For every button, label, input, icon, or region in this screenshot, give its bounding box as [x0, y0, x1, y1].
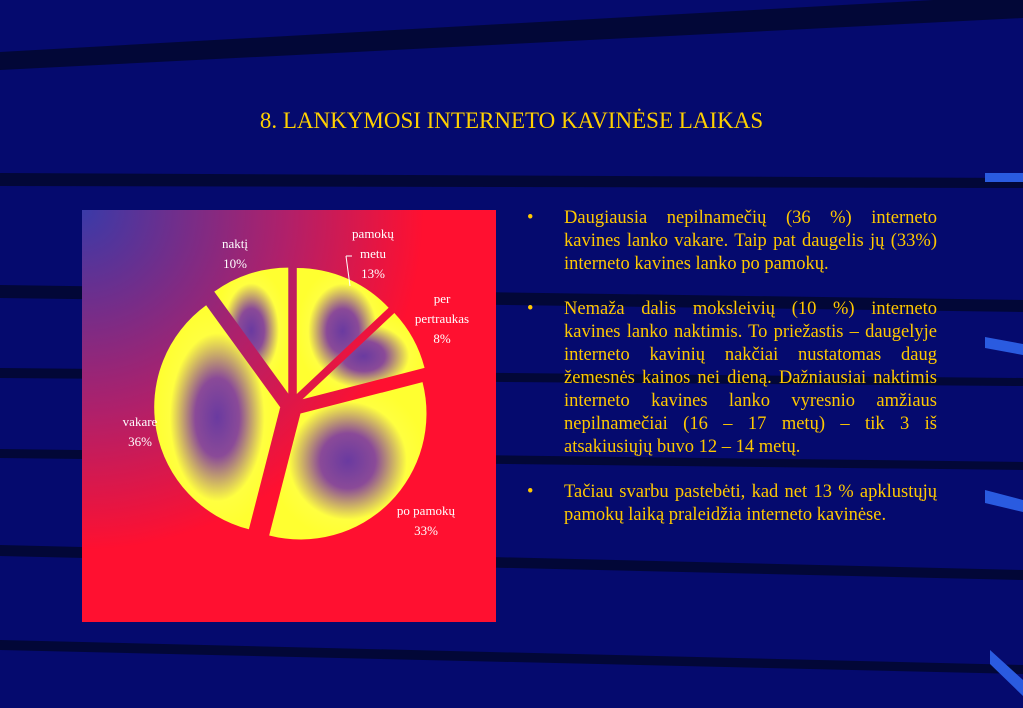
list-item	[527, 298, 937, 459]
bullet-icon: •	[527, 208, 534, 228]
slice-value-label: 8%	[433, 331, 451, 346]
bullet-text: Tačiau svarbu pastebėti, kad net 13 % apklustųjų pamokų laiką praleidžia interneto kavinėse.	[564, 482, 937, 525]
list-item	[527, 207, 937, 276]
slice-category-label: pertraukas	[414, 311, 470, 326]
bullet-text: Nemaža dalis moksleivių (10 %) interneto kavines lanko naktimis. To priežastis – daugelyje interneto kavinių nakčiai nustatomas daug žemesnės kainos nei dieną. Dažniausiai naktimis interneto kavines lanko vyresnio amžiaus nepilnamečiai (16 – 17 metų) – tik 3 iš atsakiusiųjų buvo 12 – 14 metų.	[564, 299, 937, 457]
slice-category-label: vakare	[122, 414, 158, 429]
slice-category-label: metu	[360, 246, 386, 261]
pie-chart	[82, 210, 496, 622]
slice-category-label: per	[433, 291, 451, 306]
bullet-text: Daugiausia nepilnamečių (36 %) interneto kavines lanko vakare. Taip pat daugelis jų (33%) interneto kavines lanko po pamokų.	[564, 208, 937, 274]
slice-category-label: naktį	[222, 236, 248, 251]
list-item	[527, 481, 937, 527]
slice-value-label: 13%	[361, 266, 385, 281]
slice-value-label: 10%	[223, 256, 247, 271]
bullet-icon: •	[527, 299, 534, 319]
slice-value-label: 36%	[128, 434, 152, 449]
slice-value-label: 33%	[414, 523, 438, 538]
bullet-icon: •	[527, 482, 534, 502]
slice-category-label: po pamokų	[396, 503, 456, 518]
page-title: 8. LANKYMOSI INTERNETO KAVINĖSE LAIKAS	[259, 108, 764, 133]
pie-chart-panel	[82, 210, 496, 622]
slice-category-label: pamokų	[352, 226, 394, 241]
accent-tab	[985, 173, 1023, 182]
bullet-list	[527, 207, 937, 549]
